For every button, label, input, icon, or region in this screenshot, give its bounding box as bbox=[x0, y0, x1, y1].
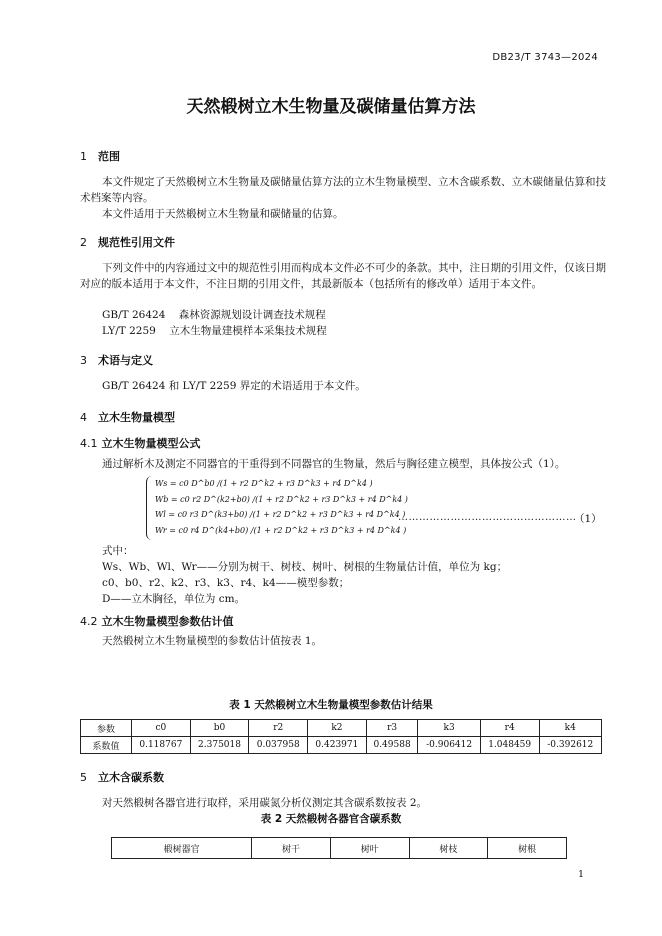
formula-1 bbox=[146, 476, 408, 540]
section-title: 术语与定义 bbox=[98, 354, 153, 367]
reference-code: LY/T 2259 bbox=[102, 325, 156, 337]
paragraph: 天然椴树立木生物量模型的参数估计值按表 1。 bbox=[102, 635, 323, 647]
table-cell: c0 bbox=[132, 720, 191, 737]
paragraph: GB/T 26424 和 LY/T 2259 界定的术语适用于本文件。 bbox=[102, 380, 366, 392]
formula-line: Wl = c0 r3 D^(k3+b0) /(1 + r2 D^k2 + r3 D^k3 + r4 D^k4 ) bbox=[155, 510, 406, 519]
table-1 bbox=[80, 719, 602, 754]
table-cell: 0.118767 bbox=[132, 737, 191, 754]
table-cell: 2.375018 bbox=[190, 737, 249, 754]
table-2 bbox=[111, 837, 567, 859]
table-cell: 参数 bbox=[81, 720, 132, 737]
table-cell: 系数值 bbox=[81, 737, 132, 754]
table-row bbox=[81, 737, 602, 754]
section-number: 1 bbox=[80, 150, 87, 163]
table-header-row bbox=[81, 720, 602, 737]
section-title: 立木生物量模型 bbox=[98, 411, 175, 424]
reference-item bbox=[102, 323, 327, 339]
section-5-heading bbox=[80, 769, 164, 785]
document-title: 天然椴树立木生物量及碳储量估算方法 bbox=[186, 97, 476, 117]
section-4-heading bbox=[80, 409, 175, 425]
table-cell: 0.037958 bbox=[249, 737, 308, 754]
formula-line: Wr = c0 r4 D^(k4+b0) /(1 + r2 D^k2 + r3 D^k3 + r4 D^k4 ) bbox=[155, 525, 407, 535]
reference-item bbox=[102, 307, 326, 323]
subsection-title: 立木生物量模型参数估计值 bbox=[101, 615, 234, 628]
subsection-number: 4.2 bbox=[80, 615, 98, 628]
section-title: 规范性引用文件 bbox=[98, 236, 175, 249]
table-cell: 0.49588 bbox=[366, 737, 418, 754]
paragraph: 通过解析木及测定不同器官的干重得到不同器官的生物量，然后与胸径建立模型，具体按公式（1）。 bbox=[102, 458, 566, 470]
definition-item: D——立木胸径，单位为 cm。 bbox=[102, 593, 246, 605]
subsection-number: 4.1 bbox=[80, 437, 98, 450]
table-cell: -0.392612 bbox=[539, 737, 601, 754]
section-3-heading bbox=[80, 352, 153, 368]
page-number: 1 bbox=[577, 869, 584, 880]
table-1-caption: 表 1 天然椴树立木生物量模型参数估计结果 bbox=[229, 699, 433, 711]
table-cell: -0.906412 bbox=[418, 737, 480, 754]
reference-title: 森林资源规划设计调查技术规程 bbox=[178, 309, 326, 321]
formula-line: Wb = c0 r2 D^(k2+b0) /(1 + r2 D^k2 + r3 D^k3 + r4 D^k4 ) bbox=[155, 494, 408, 504]
section-number: 4 bbox=[80, 411, 87, 424]
table-cell: 树干 bbox=[252, 838, 331, 859]
paragraph: 下列文件中的内容通过文中的规范性引用而构成本文件必不可少的条款。其中，注日期的引用文件，仅该日期对应的版本适用于本文件，不注日期的引用文件，其最新版本（包括所有的修改单）适用于本文件。 bbox=[80, 262, 606, 290]
table-cell: 0.423971 bbox=[308, 737, 367, 754]
paragraph: 本文件适用于天然椴树立木生物量和碳储量的估算。 bbox=[102, 208, 344, 220]
definition-item: Ws、Wb、Wl、Wr——分别为树干、树枝、树叶、树根的生物量估计值，单位为 kg； bbox=[102, 561, 508, 573]
paragraph: 对天然椴树各器官进行取样，采用碳氮分析仪测定其含碳系数按表 2。 bbox=[102, 797, 428, 809]
paragraph: 本文件规定了天然椴树立木生物量及碳储量估算方法的立木生物量模型、立木含碳系数、立木碳储量估算和技术档案等内容。 bbox=[80, 176, 606, 204]
section-number: 5 bbox=[80, 771, 87, 784]
standard-code: DB23/T 3743—2024 bbox=[492, 52, 598, 63]
section-number: 3 bbox=[80, 354, 87, 367]
section-number: 2 bbox=[80, 236, 87, 249]
formula-line: Ws = c0 D^b0 /(1 + r2 D^k2 + r3 D^k3 + r4 D^k4 ) bbox=[155, 479, 373, 488]
table-cell: 1.048459 bbox=[480, 737, 539, 754]
table-cell: 树根 bbox=[488, 838, 567, 859]
subsection-4-1-heading bbox=[80, 435, 201, 451]
table-header-row bbox=[112, 838, 567, 859]
table-cell: k2 bbox=[308, 720, 367, 737]
formula-leader-dots: …………………………………………… bbox=[398, 512, 577, 523]
table-cell: 树叶 bbox=[330, 838, 409, 859]
section-title: 立木含碳系数 bbox=[98, 771, 164, 784]
section-1-heading bbox=[80, 148, 120, 164]
reference-code: GB/T 26424 bbox=[102, 309, 166, 321]
table-cell: 树枝 bbox=[409, 838, 488, 859]
table-cell: b0 bbox=[190, 720, 249, 737]
table-cell: r3 bbox=[366, 720, 418, 737]
table-cell: r4 bbox=[480, 720, 539, 737]
table-cell: k3 bbox=[418, 720, 480, 737]
reference-title: 立木生物量建模样本采集技术规程 bbox=[169, 325, 327, 337]
table-cell: 椴树器官 bbox=[112, 838, 252, 859]
subsection-4-2-heading bbox=[80, 613, 234, 629]
table-cell: k4 bbox=[539, 720, 601, 737]
table-2-caption: 表 2 天然椴树各器官含碳系数 bbox=[260, 813, 402, 825]
formula-number: （1） bbox=[574, 513, 602, 525]
section-title: 范围 bbox=[98, 150, 120, 163]
subsection-title: 立木生物量模型公式 bbox=[101, 437, 201, 450]
table-cell: r2 bbox=[249, 720, 308, 737]
definition-item: c0、b0、r2、k2、r3、k3、r4、k4——模型参数； bbox=[102, 577, 350, 589]
where-label: 式中： bbox=[102, 545, 134, 557]
section-2-heading bbox=[80, 234, 175, 250]
